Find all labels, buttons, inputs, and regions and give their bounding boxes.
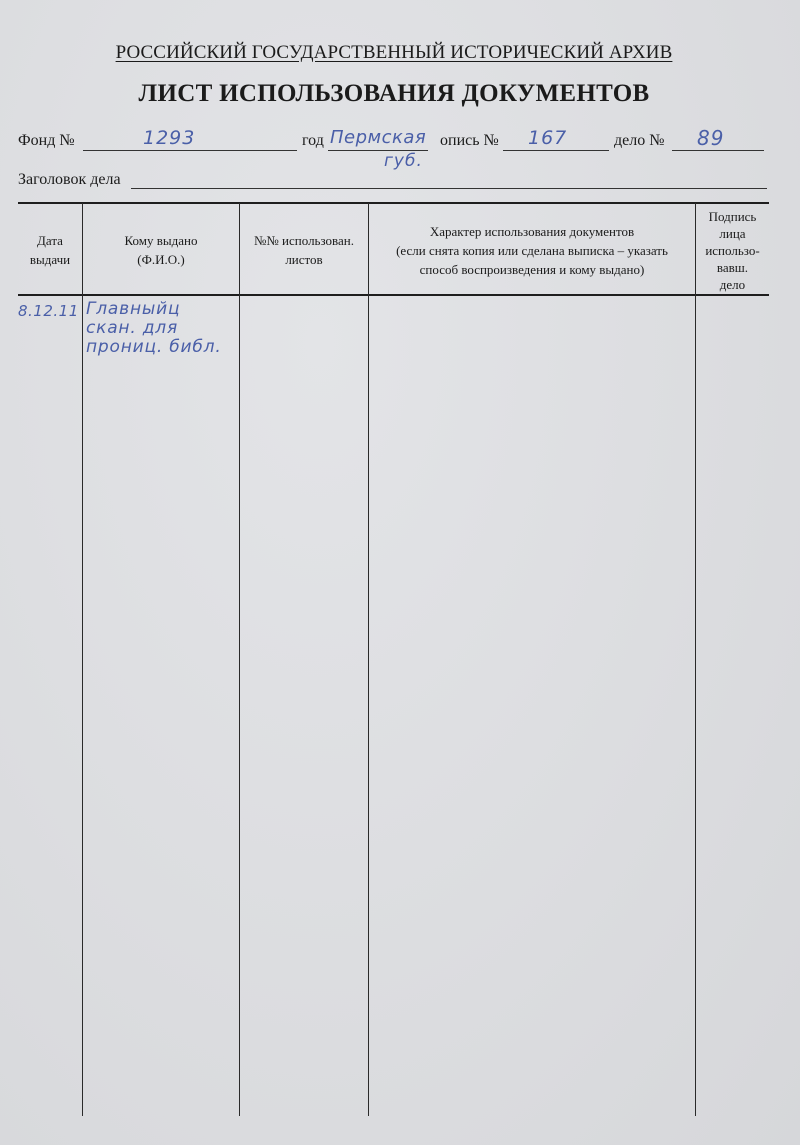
archive-name: РОССИЙСКИЙ ГОСУДАРСТВЕННЫЙ ИСТОРИЧЕСКИЙ АРХИВ [115,42,673,63]
column-header-sheets: №№ использован. листов [254,233,354,267]
column-divider-2 [239,203,240,1116]
table-top-border [18,202,769,204]
row-date: 8.12.11 [18,302,79,320]
fond-label: Фонд № [18,132,75,149]
opis-underline [503,150,609,151]
fond-value: 1293 [143,127,196,149]
god-value-line1: Пермская [330,127,427,148]
column-header-character: Характер использования документов (если снята копия или сделана выписка – указать способ воспроизведения и кому выдано) [396,223,668,277]
opis-value: 167 [528,127,568,149]
column-header-signature: Подпись лица использо- вавш. дело [705,208,760,292]
column-divider-1 [82,203,83,1116]
god-label: год [302,132,324,149]
delo-label: дело № [614,132,665,149]
opis-label: опись № [440,132,499,149]
god-value-line2: губ. [384,151,423,171]
sheet-title: ЛИСТ ИСПОЛЬЗОВАНИЯ ДОКУМЕНТОВ [138,80,650,107]
delo-value: 89 [697,126,725,150]
column-divider-4 [695,203,696,1116]
delo-underline [672,150,764,151]
column-header-issued-to: Кому выдано (Ф.И.О.) [124,233,198,267]
column-header-date: Дата выдачи [29,233,71,267]
zagolovok-label: Заголовок дела [18,171,121,188]
fond-underline [83,150,297,151]
zagolovok-underline [131,188,767,189]
column-divider-3 [368,203,369,1116]
row-issued-to: Главныйц скан. для прониц. библ. [86,299,222,357]
